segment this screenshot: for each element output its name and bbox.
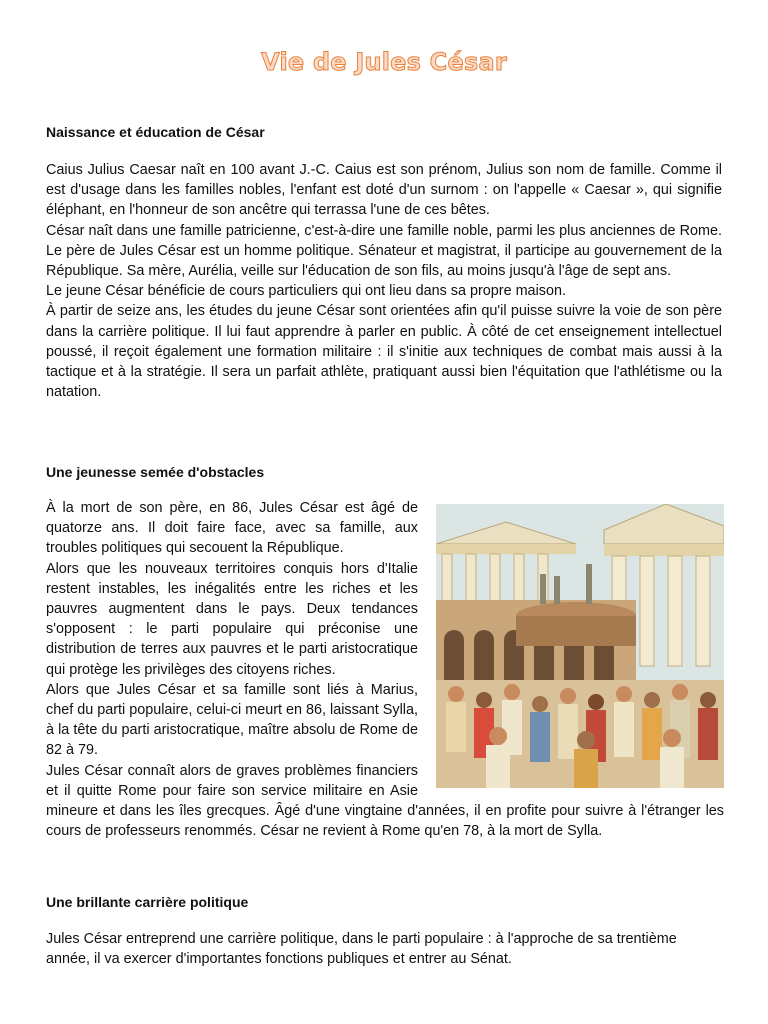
paragraph: Jules César connaît alors de graves problèmes financiers et il quitte Rome pour faire son service militaire en Asie mineure et dans les îles grecques. Âgé d'une vingtaine d'années, il en profite pour suivre à l'étranger les cours de professeurs renommés. César ne revient à Rome qu'en 78, à la mort de Sylla. xyxy=(46,762,724,840)
paragraph: Le jeune César bénéficie de cours particuliers qui ont lieu dans sa propre maison. xyxy=(46,283,566,300)
section-body-career xyxy=(46,929,722,969)
paragraph: Alors que les nouveaux territoires conquis hors d'Italie restent instables, les inégalités entre les riches et les pauvres augmentent dans le pays. Deux tendances s'opposent : le parti populaire qui préconise une distribution de terres aux pauvres et le parti aristocratique qui protège les privilèges des citoyens riches. xyxy=(46,560,418,678)
paragraph: Alors que Jules César et sa famille sont liés à Marius, chef du parti populaire, celui-ci meurt en 86, laissant Sylla, à la tête du parti aristocratique, maître absolu de Rome de 82 à 79. xyxy=(46,681,418,759)
paragraph: À partir de seize ans, les études du jeune César sont orientées afin qu'il puisse suivre la voie de son père dans la carrière politique. Il lui faut apprendre à parler en public. À côté de cet enseignement intellectuel poussé, il reçoit également une formation militaire : il s'initie aux techniques de combat mais aussi à la tactique et à la stratégie. Il sera un parfait athlète, pratiquant aussi bien l'équitation que l'athlétisme ou la natation. xyxy=(46,303,722,401)
section-heading-youth: Une jeunesse semée d'obstacles xyxy=(46,464,265,480)
paragraph: Caius Julius Caesar naît en 100 avant J.-C. Caius est son prénom, Julius son nom de famille. Comme il est d'usage dans les familles nobles, l'enfant est doté d'un surnom : on l'appelle « Caesar », qui signifie éléphant, en l'honneur de son ancêtre qui terrassa l'une de ces bêtes. xyxy=(46,162,722,219)
roman-forum-illustration xyxy=(436,504,724,788)
section-body-youth xyxy=(46,498,724,841)
paragraph: À la mort de son père, en 86, Jules César est âgé de quatorze ans. Il doit faire face, avec sa famille, aux troubles politiques qui secouent la République. xyxy=(46,500,418,557)
paragraph: Jules César entreprend une carrière politique, dans le parti populaire : à l'approche de sa trentième année, il va exercer d'importantes fonctions publiques et entrer au Sénat. xyxy=(46,931,677,968)
document-title: Vie de Jules César xyxy=(261,48,507,76)
paragraph: César naît dans une famille patricienne, c'est-à-dire une famille noble, parmi les plus anciennes de Rome. Le père de Jules César est un homme politique. Sénateur et magistrat, il participe au gouvernement de la République. Sa mère, Aurélia, veille sur l'éducation de son fils, au moins jusqu'à l'âge de sept ans. xyxy=(46,222,722,280)
section-heading-career: Une brillante carrière politique xyxy=(46,894,249,910)
section-body-birth xyxy=(46,160,722,402)
section-heading-birth: Naissance et éducation de César xyxy=(46,124,265,140)
